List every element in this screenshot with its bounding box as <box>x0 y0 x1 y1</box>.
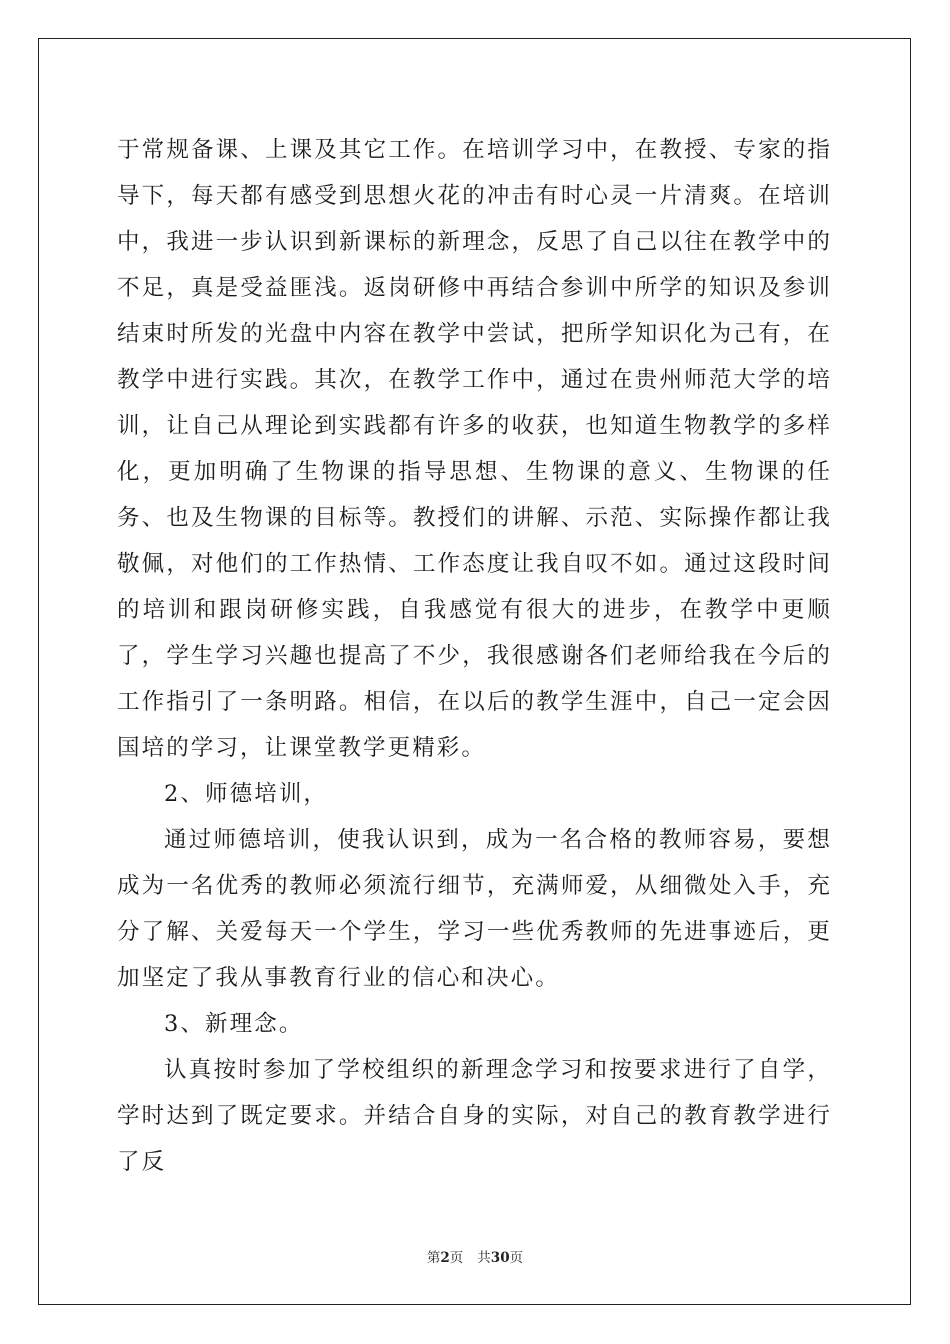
page-footer <box>0 1248 950 1268</box>
body-paragraph: 通过师德培训，使我认识到，成为一名合格的教师容易，要想成为一名优秀的教师必须流行细节，充满师爱，从细微处入手，充分了解、关爱每天一个学生，学习一些优秀教师的先进事迹后，更加坚定了我从事教育行业的信心和决心。 <box>117 827 832 991</box>
section-heading-new-concepts: 3、新理念。 <box>164 1011 304 1037</box>
body-paragraph: 认真按时参加了学校组织的新理念学习和按要求进行了自学，学时达到了既定要求。并结合自身的实际，对自己的教育教学进行了反 <box>117 1057 832 1175</box>
total-pages: 30 <box>490 1250 510 1266</box>
total-suffix: 页 <box>509 1250 524 1266</box>
document-body <box>117 127 832 1185</box>
page-number: 2 <box>440 1250 450 1266</box>
page-suffix: 页 <box>449 1250 464 1266</box>
section-heading-ethics-training: 2、师德培训， <box>164 781 329 807</box>
body-paragraph: 于常规备课、上课及其它工作。在培训学习中，在教授、专家的指导下，每天都有感受到思想火花的冲击有时心灵一片清爽。在培训中，我进一步认识到新课标的新理念，反思了自己以往在教学中的不足，真是受益匪浅。返岗研修中再结合参训中所学的知识及参训结束时所发的光盘中内容在教学中尝试，把所学知识化为己有，在教学中进行实践。其次，在教学工作中，通过在贵州师范大学的培训，让自己从理论到实践都有许多的收获，也知道生物教学的多样化，更加明确了生物课的指导思想、生物课的意义、生物课的任务、也及生物课的目标等。教授们的讲解、示范、实际操作都让我敬佩，对他们的工作热情、工作态度让我自叹不如。通过这段时间的培训和跟岗研修实践，自我感觉有很大的进步，在教学中更顺了，学生学习兴趣也提高了不少，我很感谢各们老师给我在今后的工作指引了一条明路。相信，在以后的教学生涯中，自己一定会因国培的学习，让课堂教学更精彩。 <box>117 137 832 761</box>
page-prefix: 第 <box>426 1250 441 1266</box>
total-prefix: 共 <box>477 1250 491 1266</box>
